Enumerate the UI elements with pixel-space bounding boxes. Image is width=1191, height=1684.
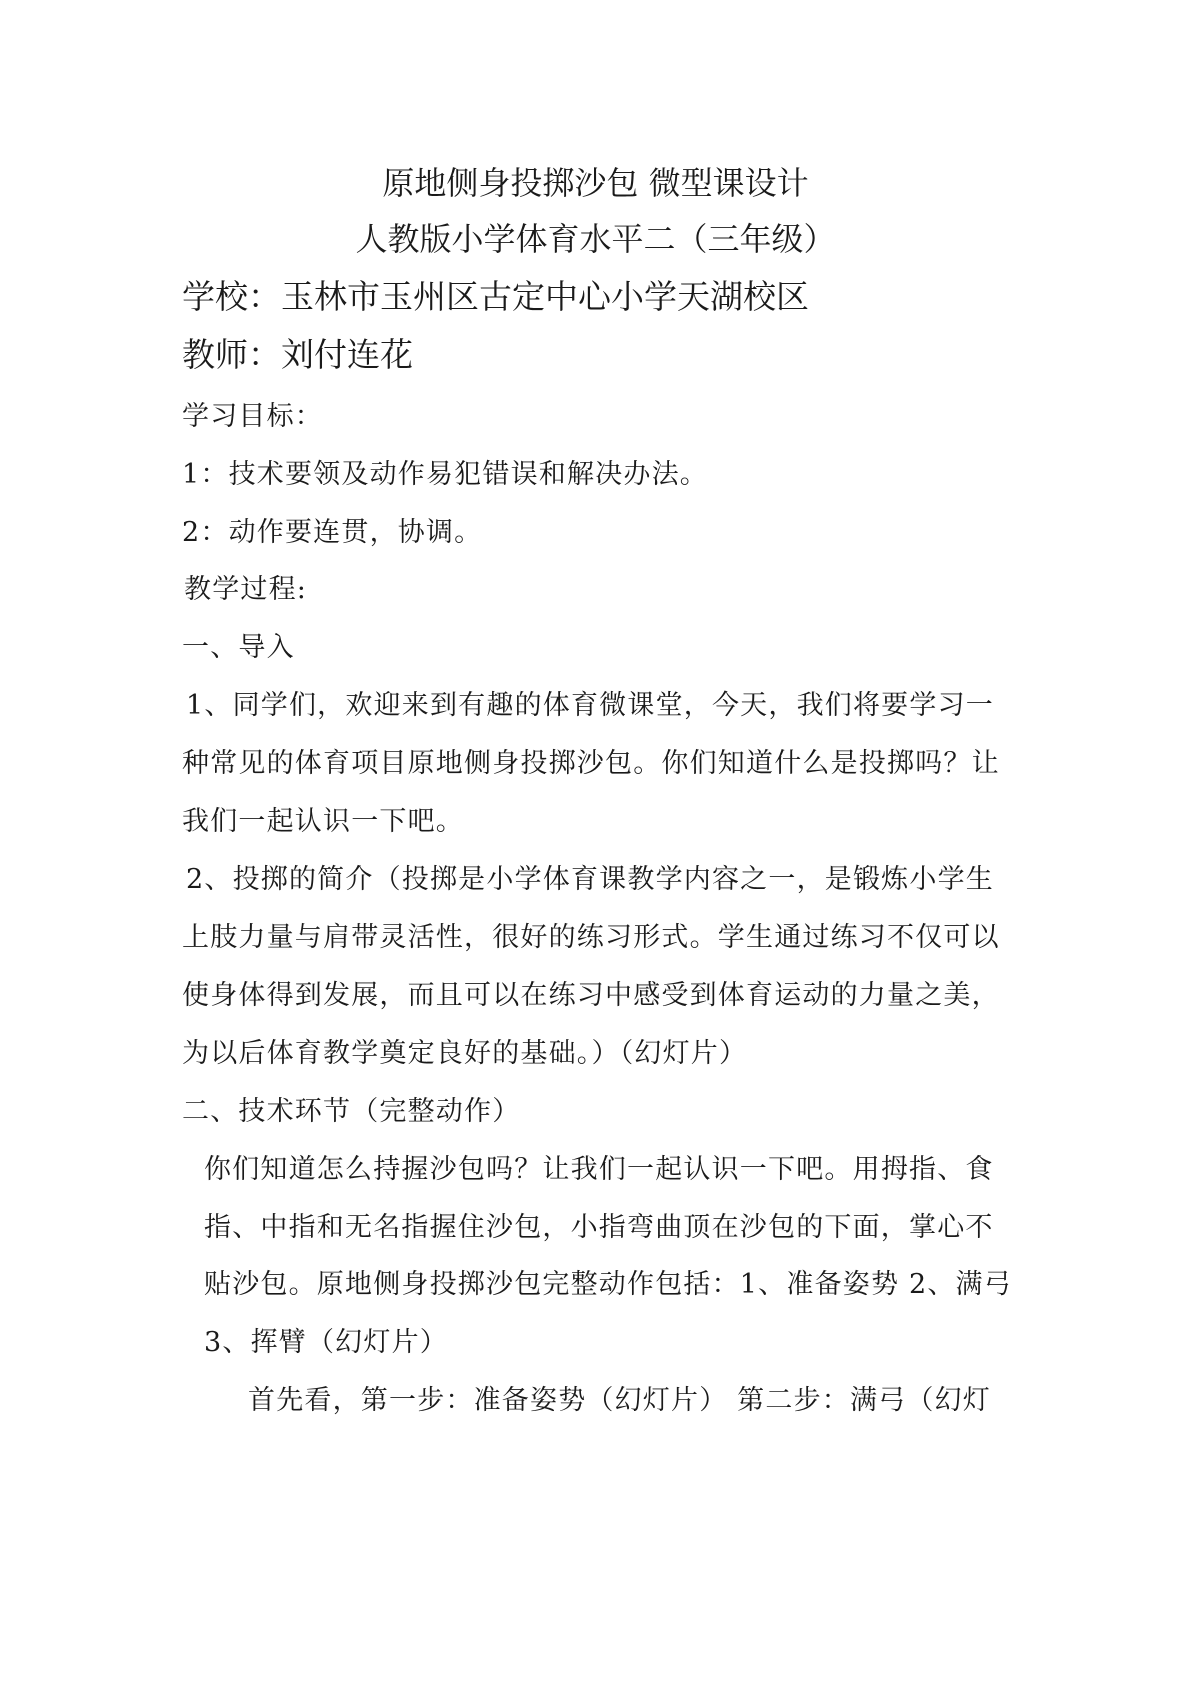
paragraph-line: 指、中指和无名指握住沙包，小指弯曲顶在沙包的下面，掌心不 [204, 1212, 994, 1243]
paragraph-line: 2、投掷的简介（投掷是小学体育课教学内容之一，是锻炼小学生 [186, 864, 994, 895]
paragraph-line: 你们知道怎么持握沙包吗？让我们一起认识一下吧。用拇指、食 [204, 1154, 994, 1185]
paragraph-line: 上肢力量与肩带灵活性，很好的练习形式。学生通过练习不仅可以 [182, 922, 1000, 953]
paragraph-line: 贴沙包。原地侧身投掷沙包完整动作包括：1、准备姿势 2、满弓 [204, 1269, 1012, 1300]
section-heading-intro: 一、导入 [182, 632, 295, 663]
school-line: 学校：玉林市玉州区古定中心小学天湖校区 [182, 277, 809, 316]
paragraph-line: 使身体得到发展，而且可以在练习中感受到体育运动的力量之美， [182, 980, 1000, 1011]
objective-item: 1：技术要领及动作易犯错误和解决办法。 [182, 459, 708, 490]
document-subtitle: 人教版小学体育水平二（三年级） [355, 220, 836, 258]
objectives-heading: 学习目标： [182, 401, 323, 432]
teacher-line: 教师：刘付连花 [182, 335, 413, 374]
paragraph-line: 首先看，第一步：准备姿势（幻灯片） 第二步：满弓（幻灯 [248, 1385, 991, 1416]
section-heading-technique: 二、技术环节（完整动作） [182, 1096, 521, 1127]
paragraph-line: 我们一起认识一下吧。 [182, 806, 464, 837]
document-title: 原地侧身投掷沙包 微型课设计 [382, 164, 809, 202]
objective-item: 2：动作要连贯，协调。 [182, 517, 483, 548]
process-heading: 教学过程: [184, 574, 308, 605]
paragraph-line: 3、挥臂（幻灯片） [204, 1327, 448, 1358]
paragraph-line: 种常见的体育项目原地侧身投掷沙包。你们知道什么是投掷吗？让 [182, 748, 1000, 779]
paragraph-line: 为以后体育教学奠定良好的基础。）（幻灯片） [182, 1038, 748, 1069]
paragraph-line: 1、同学们，欢迎来到有趣的体育微课堂，今天，我们将要学习一 [186, 690, 994, 721]
